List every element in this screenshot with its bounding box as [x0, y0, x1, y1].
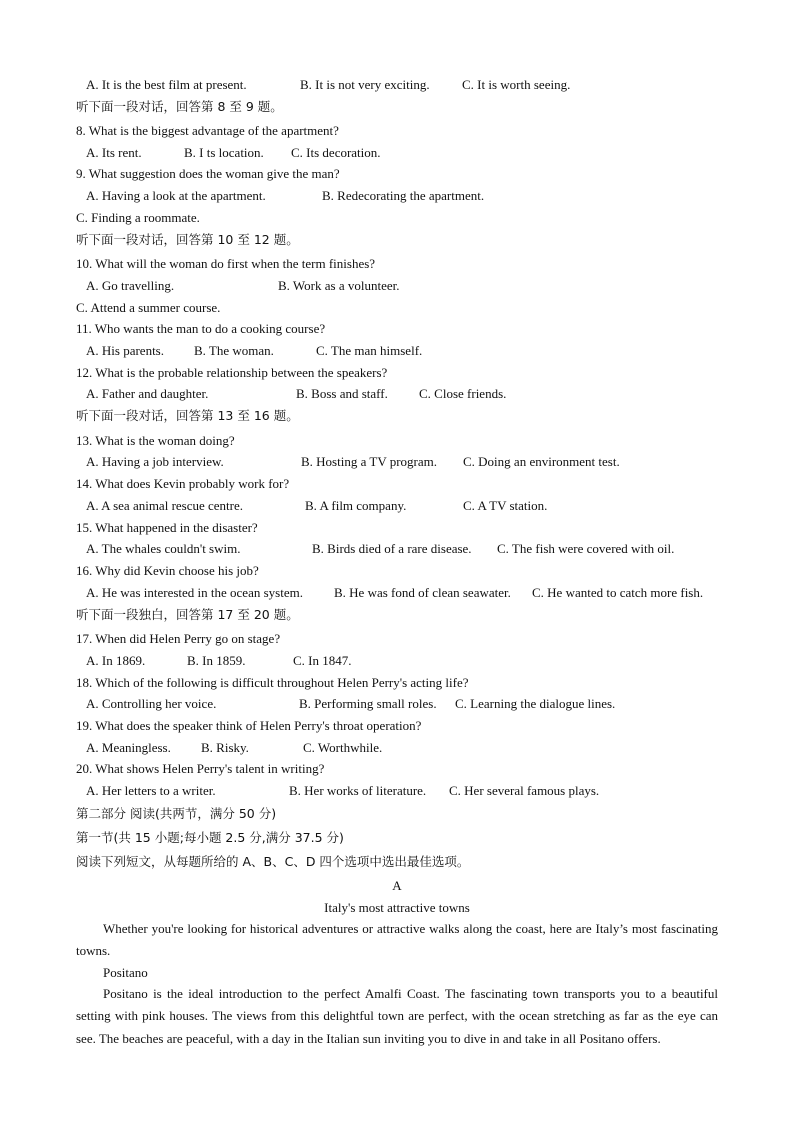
- answer-option: A. Go travelling.: [86, 278, 175, 293]
- answer-option: A. Her letters to a writer.: [86, 783, 216, 798]
- answer-option: A. Father and daughter.: [86, 386, 209, 401]
- question-text: C. Attend a summer course.: [76, 300, 221, 315]
- answer-option: C. The fish were covered with oil.: [497, 541, 675, 556]
- question-text: 18. Which of the following is difficult throughout Helen Perry's acting life?: [76, 675, 469, 690]
- answer-option: B. He was fond of clean seawater.: [334, 585, 511, 600]
- answer-option: B. In 1859.: [187, 653, 246, 668]
- section-instruction: 听下面一段对话，回答第 10 至 12 题。: [76, 232, 299, 247]
- answer-option: A. Its rent.: [86, 145, 142, 160]
- section-instruction: 第一节(共 15 小题;每小题 2.5 分,满分 37.5 分): [76, 830, 344, 845]
- answer-option: B. Hosting a TV program.: [301, 454, 438, 469]
- answer-option: A. Having a look at the apartment.: [86, 188, 266, 203]
- question-text: 17. When did Helen Perry go on stage?: [76, 631, 281, 646]
- answer-option: B. Performing small roles.: [299, 696, 437, 711]
- answer-option: C. Close friends.: [419, 386, 507, 401]
- question-text: 11. Who wants the man to do a cooking course?: [76, 321, 326, 336]
- question-text: 13. What is the woman doing?: [76, 433, 235, 448]
- answer-option: A. In 1869.: [86, 653, 146, 668]
- answer-option: A. His parents.: [86, 343, 164, 358]
- answer-option: B. Boss and staff.: [296, 386, 388, 401]
- answer-option: A. A sea animal rescue centre.: [86, 498, 244, 513]
- answer-option: C. Her several famous plays.: [449, 783, 600, 798]
- section-instruction: 听下面一段独白，回答第 17 至 20 题。: [76, 607, 299, 622]
- passage-letter: A: [392, 878, 402, 893]
- question-text: 20. What shows Helen Perry's talent in writing?: [76, 761, 325, 776]
- answer-option: B. Birds died of a rare disease.: [312, 541, 472, 556]
- section-instruction: 听下面一段对话，回答第 8 至 9 题。: [76, 99, 283, 114]
- answer-option: B. I ts location.: [184, 145, 264, 160]
- answer-option: B. It is not very exciting.: [300, 77, 430, 92]
- passage-intro: Whether you're looking for historical adventures or attractive walks along the coast, here are Italy’s most fascinating towns.: [76, 921, 718, 959]
- passage-title: Italy's most attractive towns: [324, 900, 470, 915]
- answer-option: A. It is the best film at present.: [86, 77, 247, 92]
- answer-option: C. Its decoration.: [291, 145, 381, 160]
- answer-option: A. Controlling her voice.: [86, 696, 217, 711]
- section-instruction: 阅读下列短文，从每题所给的 A、B、C、D 四个选项中选出最佳选项。: [76, 854, 470, 869]
- question-text: 14. What does Kevin probably work for?: [76, 476, 290, 491]
- answer-option: B. The woman.: [194, 343, 274, 358]
- answer-option: A. Having a job interview.: [86, 454, 224, 469]
- answer-option: B. Risky.: [201, 740, 249, 755]
- question-text: 12. What is the probable relationship between the speakers?: [76, 365, 388, 380]
- answer-option: B. A film company.: [305, 498, 407, 513]
- answer-option: B. Work as a volunteer.: [278, 278, 400, 293]
- answer-option: A. Meaningless.: [86, 740, 171, 755]
- question-text: 9. What suggestion does the woman give the man?: [76, 166, 340, 181]
- answer-option: C. It is worth seeing.: [462, 77, 571, 92]
- question-text: 10. What will the woman do first when the term finishes?: [76, 256, 376, 271]
- answer-option: C. Doing an environment test.: [463, 454, 620, 469]
- question-text: 8. What is the biggest advantage of the apartment?: [76, 123, 339, 138]
- answer-option: B. Redecorating the apartment.: [322, 188, 485, 203]
- question-text: 15. What happened in the disaster?: [76, 520, 258, 535]
- section-instruction: 听下面一段对话，回答第 13 至 16 题。: [76, 408, 299, 423]
- answer-option: A. The whales couldn't swim.: [86, 541, 241, 556]
- answer-option: C. A TV station.: [463, 498, 548, 513]
- answer-option: B. Her works of literature.: [289, 783, 427, 798]
- answer-option: C. In 1847.: [293, 653, 352, 668]
- section-heading-positano: Positano: [103, 965, 148, 980]
- question-text: 16. Why did Kevin choose his job?: [76, 563, 259, 578]
- section-instruction: 第二部分 阅读(共两节，满分 50 分): [76, 806, 277, 821]
- answer-option: C. The man himself.: [316, 343, 423, 358]
- question-text: C. Finding a roommate.: [76, 210, 200, 225]
- question-text: 19. What does the speaker think of Helen Perry's throat operation?: [76, 718, 422, 733]
- passage-body-positano: Positano is the ideal introduction to the perfect Amalfi Coast. The fascinating town transports you to a beautiful setting with pink houses. The views from this delightful town are perfect, with the ocean stretching as far as the eye can see. The beaches are peaceful, with a day in the Italian sun inviting you to dive in and take in all Positano offers.: [76, 986, 718, 1046]
- answer-option: A. He was interested in the ocean system.: [86, 585, 303, 600]
- answer-option: C. He wanted to catch more fish.: [532, 585, 704, 600]
- answer-option: C. Worthwhile.: [303, 740, 383, 755]
- answer-option: C. Learning the dialogue lines.: [455, 696, 616, 711]
